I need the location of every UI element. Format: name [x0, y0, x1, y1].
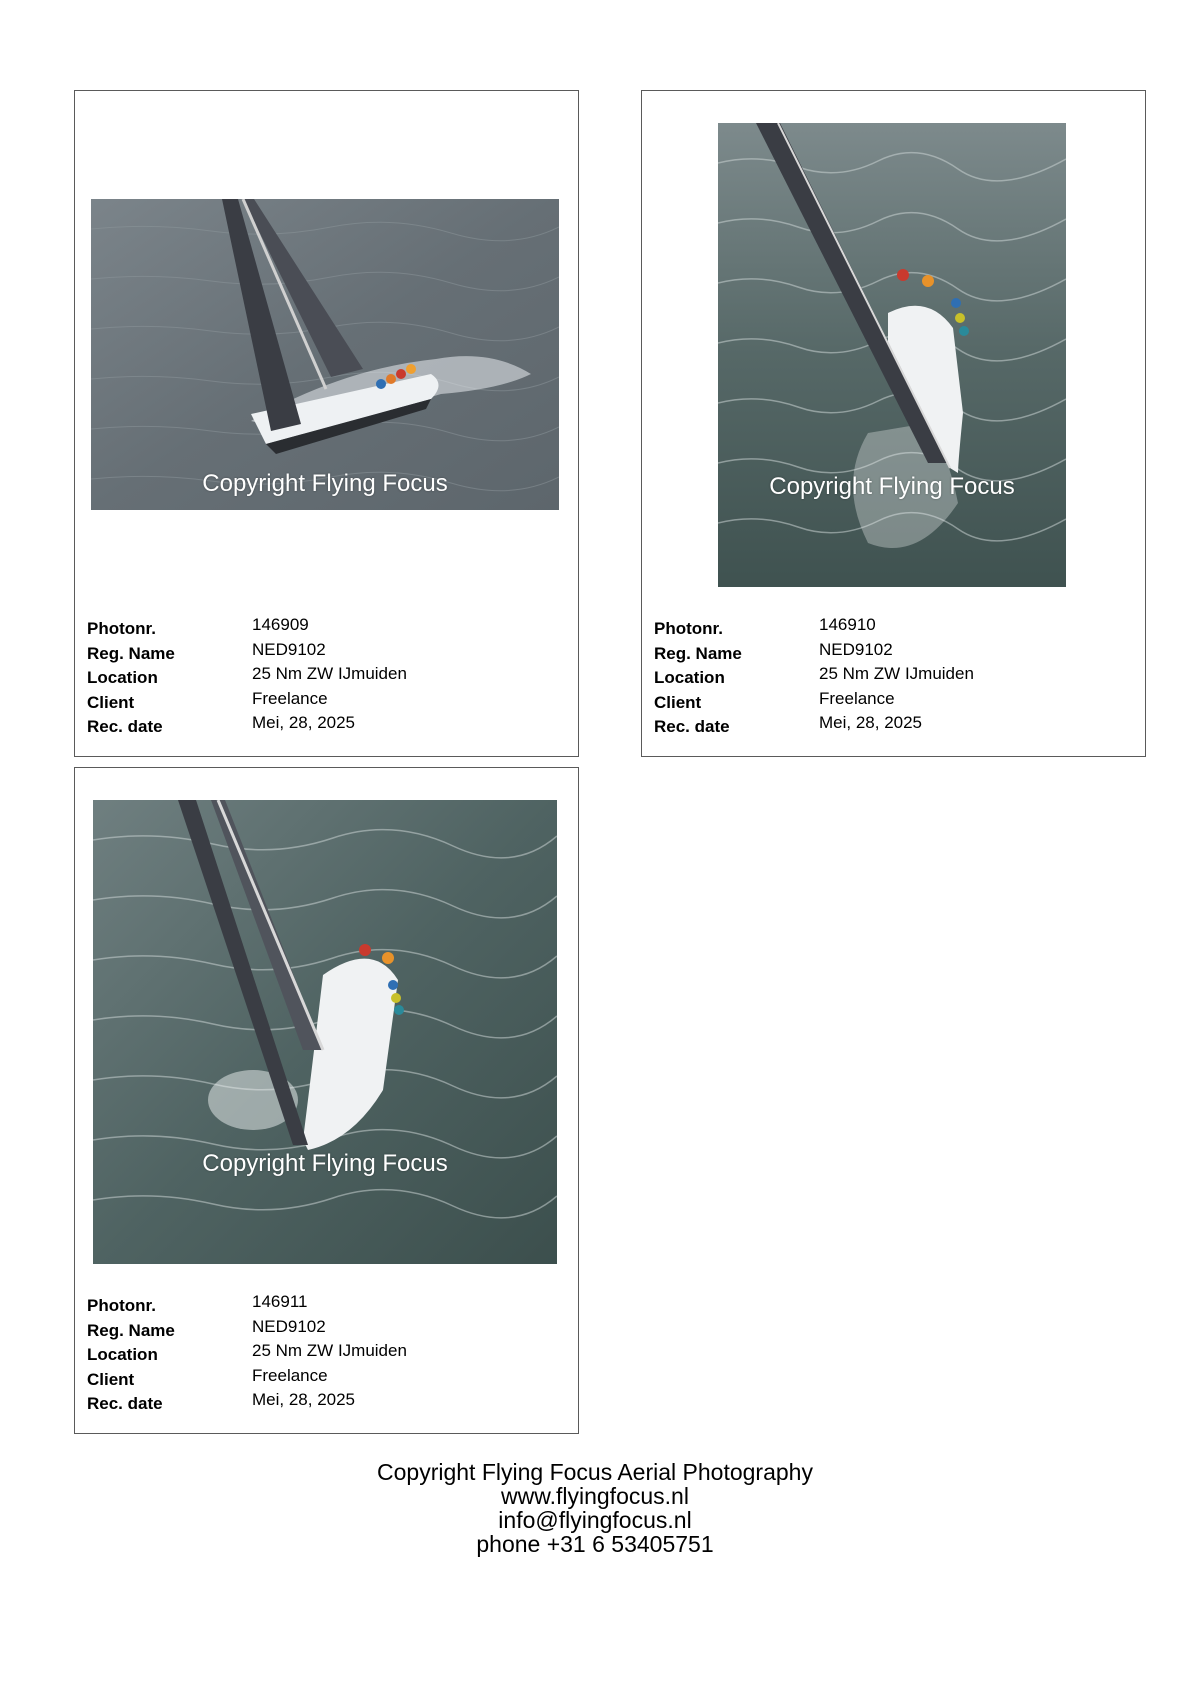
rec-date-label: Rec. date	[87, 1394, 163, 1413]
reg-name-value: NED9102	[252, 639, 326, 659]
photonr-label: Photonr.	[654, 619, 723, 638]
detail-reg-name	[87, 640, 557, 665]
detail-rec-date	[87, 1390, 557, 1415]
client-label: Client	[87, 1369, 135, 1389]
photo-details	[87, 1292, 557, 1415]
photo-card-146910	[641, 90, 1146, 757]
reg-name-label: Reg. Name	[87, 1320, 175, 1340]
detail-photonr	[87, 615, 557, 640]
page-footer	[0, 1460, 1190, 1556]
rec-date-value: Mei, 28, 2025	[252, 1390, 356, 1409]
photonr-label: Photonr.	[87, 1296, 156, 1315]
detail-rec-date	[654, 713, 1124, 738]
footer-copyright: Copyright Flying Focus Aerial Photography	[377, 1459, 813, 1485]
detail-location	[87, 664, 557, 689]
detail-client	[654, 689, 1124, 714]
client-label: Client	[87, 692, 135, 712]
rec-date-value: Mei, 28, 2025	[252, 713, 356, 732]
sailboat-photo-image	[718, 123, 1066, 587]
photonr-value: 146909	[252, 615, 309, 634]
sailboat-photo[interactable]	[718, 123, 1066, 587]
photo-details	[87, 615, 557, 738]
photo-watermark: Copyright Flying Focus	[769, 473, 1015, 500]
client-value: Freelance	[252, 688, 328, 708]
footer-phone: phone +31 6 53405751	[476, 1531, 714, 1557]
detail-reg-name	[654, 640, 1124, 665]
location-value: 25 Nm ZW IJmuiden	[252, 1341, 407, 1360]
location-label: Location	[87, 668, 158, 687]
sailboat-photo-image	[91, 199, 559, 510]
reg-name-label: Reg. Name	[87, 643, 175, 663]
photonr-label: Photonr.	[87, 619, 156, 638]
photonr-value: 146911	[252, 1292, 308, 1311]
detail-photonr	[654, 615, 1124, 640]
rec-date-value: Mei, 28, 2025	[819, 713, 923, 732]
sailboat-photo-image	[93, 800, 557, 1264]
photo-details	[654, 615, 1124, 738]
detail-photonr	[87, 1292, 557, 1317]
sailboat-photo[interactable]	[91, 199, 559, 510]
detail-rec-date	[87, 713, 557, 738]
photo-watermark: Copyright Flying Focus	[202, 1150, 448, 1177]
photonr-value: 146910	[819, 615, 876, 634]
footer-website-link[interactable]: www.flyingfocus.nl	[501, 1483, 689, 1509]
location-label: Location	[654, 668, 725, 687]
photo-card-146911	[74, 767, 579, 1434]
reg-name-value: NED9102	[252, 1316, 326, 1336]
detail-location	[87, 1341, 557, 1366]
footer-email-link[interactable]: info@flyingfocus.nl	[498, 1507, 692, 1533]
photo-card-146909	[74, 90, 579, 757]
client-value: Freelance	[252, 1365, 328, 1385]
reg-name-value: NED9102	[819, 639, 893, 659]
rec-date-label: Rec. date	[654, 717, 730, 736]
detail-reg-name	[87, 1317, 557, 1342]
photo-watermark: Copyright Flying Focus	[202, 470, 448, 497]
client-value: Freelance	[819, 688, 895, 708]
location-value: 25 Nm ZW IJmuiden	[252, 664, 407, 683]
location-label: Location	[87, 1345, 158, 1364]
detail-location	[654, 664, 1124, 689]
client-label: Client	[654, 692, 702, 712]
detail-client	[87, 1366, 557, 1391]
rec-date-label: Rec. date	[87, 717, 163, 736]
location-value: 25 Nm ZW IJmuiden	[819, 664, 974, 683]
reg-name-label: Reg. Name	[654, 643, 742, 663]
detail-client	[87, 689, 557, 714]
sailboat-photo[interactable]	[93, 800, 557, 1264]
